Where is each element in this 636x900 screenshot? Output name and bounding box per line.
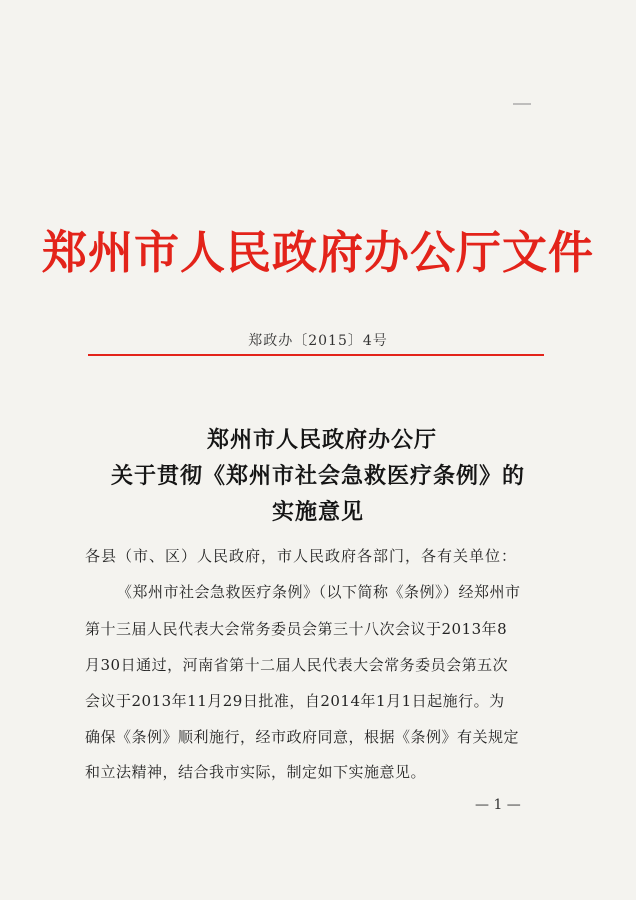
body-line: 第十三届人民代表大会常务委员会第三十八次会议于2013年8 <box>85 620 508 638</box>
addressee: 各县（市、区）人民政府，市人民政府各部门，各有关单位： <box>85 547 518 565</box>
title-line-2: 关于贯彻《郑州市社会急救医疗条例》的 <box>110 463 525 489</box>
page-number: — 1 — <box>475 797 521 813</box>
body-line: 月30日通过，河南省第十二届人民代表大会常务委员会第五次 <box>85 656 509 674</box>
body-line: 和立法精神，结合我市实际，制定如下实施意见。 <box>85 763 427 781</box>
body-line: 确保《条例》顺利施行，经市政府同意，根据《条例》有关规定 <box>85 728 520 746</box>
document-number: 郑政办〔2015〕4号 <box>248 333 388 349</box>
red-divider-line <box>88 354 544 356</box>
body-line: 会议于2013年11月29日批准，自2014年1月1日起施行。为 <box>85 692 505 710</box>
title-line-3: 实施意见 <box>271 499 364 525</box>
body-line: 《郑州市社会急救医疗条例》（以下简称《条例》）经郑州市 <box>117 583 521 601</box>
title-line-1: 郑州市人民政府办公厅 <box>206 427 437 453</box>
issuer-banner: 郑州市人民政府办公厅文件 <box>41 226 594 279</box>
scan-mark <box>513 103 531 105</box>
